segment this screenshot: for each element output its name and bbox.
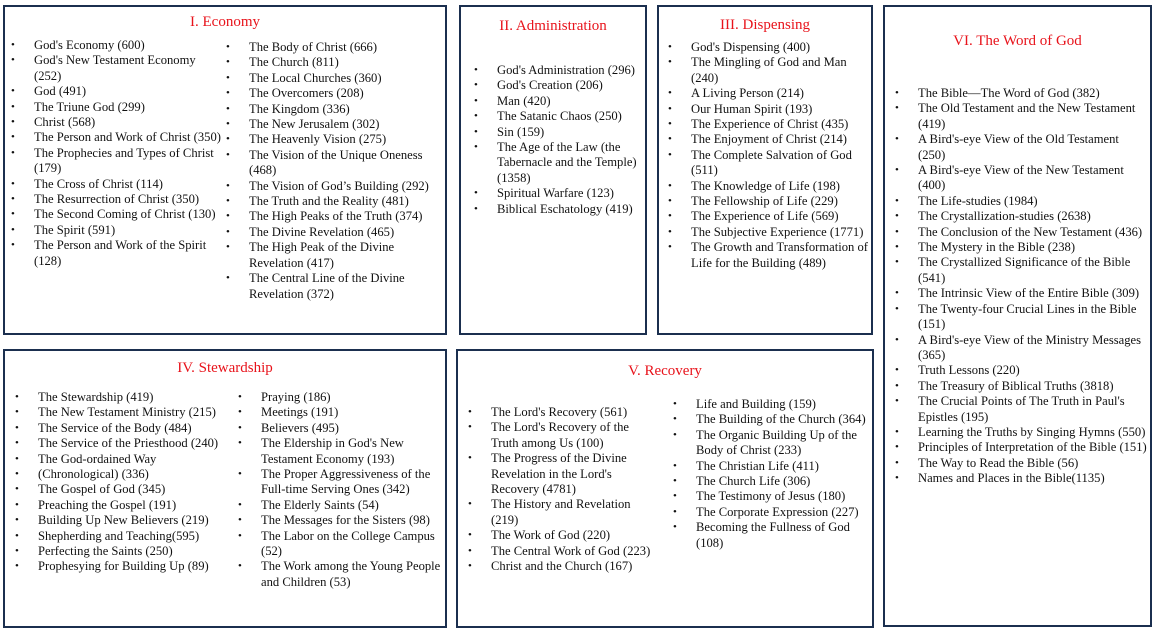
topic-item: • The Organic Building Up of the Body of Christ (233) — [696, 428, 868, 459]
topic-item: • The Vision of God’s Building (292) — [249, 179, 447, 194]
topic-item: • Sin (159) — [497, 125, 637, 140]
topic-item: • The Lord's Recovery of the Truth among Us (100) — [491, 420, 656, 451]
topic-item: • Christ and the Church (167) — [491, 559, 656, 574]
topic-item: • The Elderly Saints (54) — [261, 498, 443, 513]
topic-item: • A Bird's-eye View of the New Testament (400) — [918, 163, 1148, 194]
topic-item: • Perfecting the Saints (250) — [38, 544, 226, 559]
topic-item: • The Crystallized Significance of the Bible (541) — [918, 255, 1148, 286]
topic-item: • Spiritual Warfare (123) — [497, 186, 637, 201]
topic-item: • The Knowledge of Life (198) — [691, 179, 869, 194]
topic-item: • The Overcomers (208) — [249, 86, 447, 101]
topic-item: • Believers (495) — [261, 421, 443, 436]
section-recovery — [456, 349, 874, 628]
topic-item: • God (491) — [34, 84, 224, 99]
topic-item: • The High Peaks of the Truth (374) — [249, 209, 447, 224]
topic-item: • A Bird's-eye View of the Old Testament (250) — [918, 132, 1148, 163]
topic-list — [261, 390, 443, 590]
section-administration — [459, 5, 647, 335]
topic-item: • The Labor on the College Campus (52) — [261, 529, 443, 560]
section-dispensing — [657, 5, 873, 335]
topic-item: • The Vision of the Unique Oneness (468) — [249, 148, 447, 179]
topic-item: • The Triune God (299) — [34, 100, 224, 115]
topic-item: • The Life-studies (1984) — [918, 194, 1148, 209]
topic-item: • The Spirit (591) — [34, 223, 224, 238]
section-title: VI. The Word of God — [953, 33, 1082, 49]
section-title: II. Administration — [499, 18, 607, 34]
topic-item: • The Old Testament and the New Testament (419) — [918, 101, 1148, 132]
topic-item: • Truth Lessons (220) — [918, 363, 1148, 378]
topic-item: • God's Administration (296) — [497, 63, 637, 78]
topic-item: • The Enjoyment of Christ (214) — [691, 132, 869, 147]
topic-item: • The Work among the Young People and Children (53) — [261, 559, 443, 590]
topic-item: • The Complete Salvation of God (511) — [691, 148, 869, 179]
section-word-of-god — [883, 5, 1152, 627]
topic-item: • The History and Revelation (219) — [491, 497, 656, 528]
topic-item: • The Treasury of Biblical Truths (3818) — [918, 379, 1148, 394]
topic-item: • The Fellowship of Life (229) — [691, 194, 869, 209]
topic-item: • The Experience of Life (569) — [691, 209, 869, 224]
topic-item: • The Building of the Church (364) — [696, 412, 868, 427]
topic-item: • Man (420) — [497, 94, 637, 109]
topic-item: • A Living Person (214) — [691, 86, 869, 101]
topic-item: • The Local Churches (360) — [249, 71, 447, 86]
topic-item: • God's Dispensing (400) — [691, 40, 869, 55]
topic-item: • The Resurrection of Christ (350) — [34, 192, 224, 207]
topic-item: • Life and Building (159) — [696, 397, 868, 412]
topic-item: • The Progress of the Divine Revelation in the Lord's Recovery (4781) — [491, 451, 656, 497]
topic-item: • The Bible—The Word of God (382) — [918, 86, 1148, 101]
topic-item: • The Service of the Priesthood (240) — [38, 436, 226, 451]
topic-list — [918, 86, 1148, 487]
topic-item: • Becoming the Fullness of God (108) — [696, 520, 868, 551]
topic-item: • The Intrinsic View of the Entire Bible (309) — [918, 286, 1148, 301]
topic-item: • The Satanic Chaos (250) — [497, 109, 637, 124]
topic-item: • Praying (186) — [261, 390, 443, 405]
topic-item: • The Church (811) — [249, 55, 447, 70]
topic-list — [696, 397, 868, 551]
topic-item: • The Way to Read the Bible (56) — [918, 456, 1148, 471]
section-title: I. Economy — [190, 14, 260, 30]
topic-item: • Shepherding and Teaching(595) — [38, 529, 226, 544]
topic-item: • The Mystery in the Bible (238) — [918, 240, 1148, 255]
topic-item: • Biblical Eschatology (419) — [497, 202, 637, 217]
topic-item: • The Experience of Christ (435) — [691, 117, 869, 132]
topic-item: • The New Testament Ministry (215) — [38, 405, 226, 420]
topic-item: • The Eldership in God's New Testament Economy (193) — [261, 436, 443, 467]
topic-item: • God's Economy (600) — [34, 38, 224, 53]
topic-item: • The Stewardship (419) — [38, 390, 226, 405]
topic-item: • Prophesying for Building Up (89) — [38, 559, 226, 574]
topic-item: • A Bird's-eye View of the Ministry Messages (365) — [918, 333, 1148, 364]
topic-item: • The Gospel of God (345) — [38, 482, 226, 497]
topic-item: • The Subjective Experience (1771) — [691, 225, 869, 240]
topic-item: • The Heavenly Vision (275) — [249, 132, 447, 147]
topic-item: • The Truth and the Reality (481) — [249, 194, 447, 209]
topic-item: • The Crystallization-studies (2638) — [918, 209, 1148, 224]
topic-item: • The Growth and Transformation of Life for the Building (489) — [691, 240, 869, 271]
topic-item: • The Person and Work of Christ (350) — [34, 130, 224, 145]
section-title: IV. Stewardship — [177, 360, 273, 376]
topic-list — [691, 40, 869, 271]
topic-item: • The Corporate Expression (227) — [696, 505, 868, 520]
topic-item: • The Mingling of God and Man (240) — [691, 55, 869, 86]
topic-list — [249, 40, 447, 302]
topic-list — [497, 63, 637, 217]
topic-item: • The Lord's Recovery (561) — [491, 405, 656, 420]
topic-list — [34, 38, 224, 269]
topic-item: • The Second Coming of Christ (130) — [34, 207, 224, 222]
topic-list — [38, 390, 226, 575]
topic-item: • The Kingdom (336) — [249, 102, 447, 117]
section-title: III. Dispensing — [720, 17, 810, 33]
topic-item: • The Service of the Body (484) — [38, 421, 226, 436]
topic-item: • The Testimony of Jesus (180) — [696, 489, 868, 504]
topic-item: • Building Up New Believers (219) — [38, 513, 226, 528]
topic-item: • God's New Testament Economy (252) — [34, 53, 224, 84]
topic-item: • (Chronological) (336) — [38, 467, 226, 482]
topic-item: • The Central Work of God (223) — [491, 544, 656, 559]
topic-item: • The Messages for the Sisters (98) — [261, 513, 443, 528]
topic-item: • God's Creation (206) — [497, 78, 637, 93]
topic-item: • The Work of God (220) — [491, 528, 656, 543]
topic-item: • The Body of Christ (666) — [249, 40, 447, 55]
topic-item: • Preaching the Gospel (191) — [38, 498, 226, 513]
section-economy — [3, 5, 447, 335]
topic-item: • Our Human Spirit (193) — [691, 102, 869, 117]
topic-item: • The High Peak of the Divine Revelation (417) — [249, 240, 447, 271]
topic-item: • The Prophecies and Types of Christ (179) — [34, 146, 224, 177]
topic-item: • Learning the Truths by Singing Hymns (550) — [918, 425, 1148, 440]
topic-item: • The Age of the Law (the Tabernacle and the Temple) (1358) — [497, 140, 637, 186]
topic-item: • The God-ordained Way — [38, 452, 226, 467]
topic-item: • Names and Places in the Bible(1135) — [918, 471, 1148, 486]
topic-list — [491, 405, 656, 574]
section-stewardship — [3, 349, 447, 628]
section-title: V. Recovery — [628, 363, 702, 379]
topic-item: • Meetings (191) — [261, 405, 443, 420]
topic-item: • Christ (568) — [34, 115, 224, 130]
topic-item: • The Christian Life (411) — [696, 459, 868, 474]
topic-item: • The New Jerusalem (302) — [249, 117, 447, 132]
topic-item: • The Church Life (306) — [696, 474, 868, 489]
topic-item: • The Divine Revelation (465) — [249, 225, 447, 240]
topic-item: • Principles of Interpretation of the Bible (151) — [918, 440, 1148, 455]
topic-item: • The Crucial Points of The Truth in Paul's Epistles (195) — [918, 394, 1148, 425]
topic-item: • The Central Line of the Divine Revelation (372) — [249, 271, 447, 302]
topic-item: • The Person and Work of the Spirit (128) — [34, 238, 224, 269]
topic-item: • The Cross of Christ (114) — [34, 177, 224, 192]
topic-item: • The Proper Aggressiveness of the Full-time Serving Ones (342) — [261, 467, 443, 498]
topic-item: • The Twenty-four Crucial Lines in the Bible (151) — [918, 302, 1148, 333]
topic-item: • The Conclusion of the New Testament (436) — [918, 225, 1148, 240]
